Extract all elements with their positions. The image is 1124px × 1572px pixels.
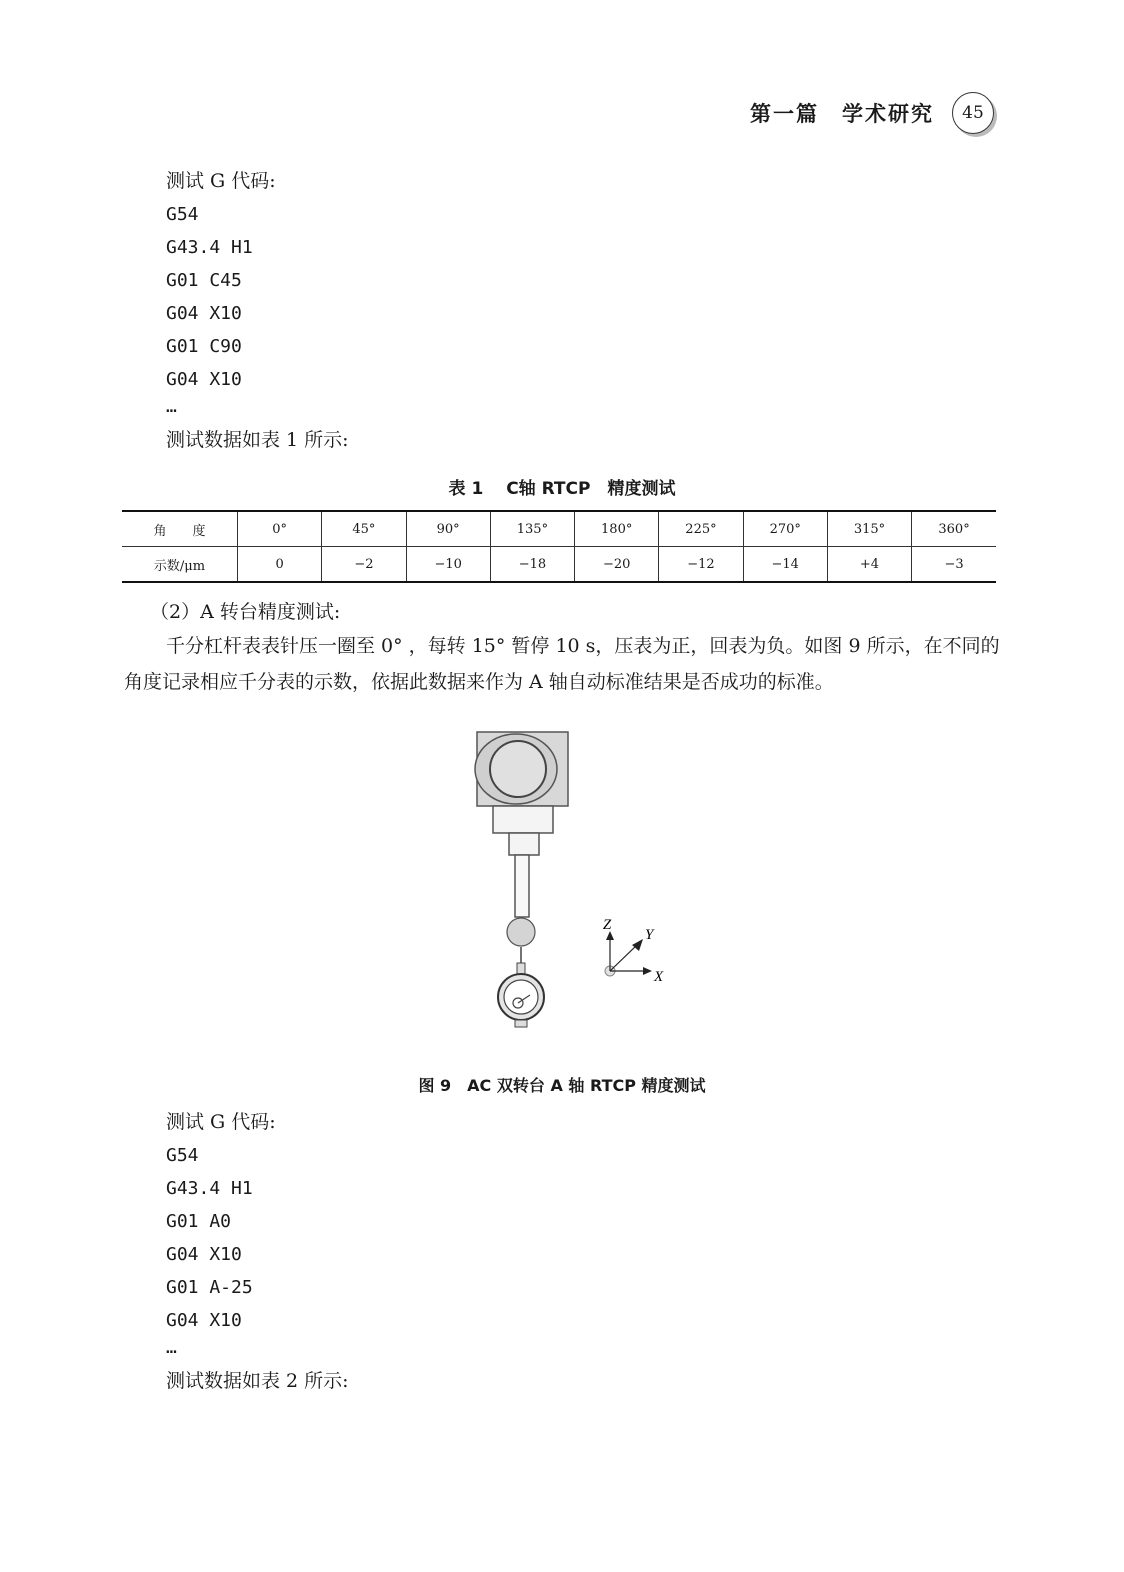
- table-cell: 225°: [659, 511, 743, 547]
- code-line: G04 X10: [166, 369, 242, 390]
- table-cell: 135°: [490, 511, 574, 547]
- code-outro-2: 测试数据如表 2 所示:: [166, 1370, 349, 1392]
- table-cell: 0: [238, 547, 322, 583]
- table-cell: +4: [827, 547, 911, 583]
- table-cell: 315°: [827, 511, 911, 547]
- axis-label-z: Z: [602, 917, 612, 933]
- table-cell: 0°: [238, 511, 322, 547]
- code-line: G01 C90: [166, 336, 242, 357]
- code-line: G04 X10: [166, 1244, 242, 1265]
- table1-caption: 表 1 C轴 RTCP 精度测试: [448, 479, 676, 499]
- table-cell: −3: [912, 547, 996, 583]
- table-cell: −14: [743, 547, 827, 583]
- table-cell: −2: [322, 547, 406, 583]
- table-cell: −10: [406, 547, 490, 583]
- figure9-caption: 图 9 AC 双转台 A 轴 RTCP 精度测试: [418, 1076, 706, 1095]
- table-cell: 180°: [575, 511, 659, 547]
- table-row: [122, 511, 996, 547]
- code-intro-1: 测试 G 代码:: [166, 170, 276, 192]
- table-cell: 45°: [322, 511, 406, 547]
- axis-label-x: X: [654, 969, 664, 985]
- table-header-cell: 角 度: [122, 511, 238, 547]
- page-header: [750, 95, 994, 131]
- table-cell: 90°: [406, 511, 490, 547]
- table-cell: 360°: [912, 511, 996, 547]
- code-intro-2: 测试 G 代码:: [166, 1111, 276, 1133]
- table-row: [122, 547, 996, 583]
- header-title: 第一篇 学术研究: [750, 101, 934, 126]
- table-cell: −12: [659, 547, 743, 583]
- code-block-1: [166, 165, 349, 457]
- table-cell: −20: [575, 547, 659, 583]
- section2-paragraph: 千分杠杆表表针压一圈至 0° ，每转 15° 暂停 10 s，压表为正，回表为负。如图 9 所示，在不同的角度记录相应千分表的示数，依据此数据来作为 A 轴自动标准结果是否成功的标准。: [124, 635, 1000, 693]
- code-line: G04 X10: [166, 303, 242, 324]
- axis-label-y: Y: [645, 927, 654, 943]
- code-block-2: [166, 1106, 349, 1398]
- table-header-cell: 示数/μm: [122, 547, 238, 583]
- section2-heading: （2）A 转台精度测试:: [150, 601, 341, 623]
- table1: [122, 510, 996, 583]
- code-line: G01 C45: [166, 270, 242, 291]
- figure9-diagram: [460, 725, 700, 1065]
- test-bar: [515, 855, 529, 917]
- code-line: G04 X10: [166, 1310, 242, 1331]
- code-line: G54: [166, 204, 199, 225]
- spindle-collar: [493, 806, 553, 833]
- code-line: …: [166, 1337, 177, 1358]
- code-outro-1: 测试数据如表 1 所示:: [166, 429, 349, 451]
- page-number: 45: [952, 92, 994, 134]
- code-line: G01 A0: [166, 1211, 232, 1232]
- table-cell: −18: [490, 547, 574, 583]
- code-line: G43.4 H1: [166, 1178, 253, 1199]
- tool-holder: [509, 833, 539, 855]
- table-cell: 270°: [743, 511, 827, 547]
- code-line: G01 A-25: [166, 1277, 253, 1298]
- dial-indicator: [498, 947, 544, 1027]
- code-line: G43.4 H1: [166, 237, 253, 258]
- test-ball: [507, 918, 535, 946]
- code-line: G54: [166, 1145, 199, 1166]
- spindle-head: [475, 732, 568, 806]
- code-line: …: [166, 396, 177, 417]
